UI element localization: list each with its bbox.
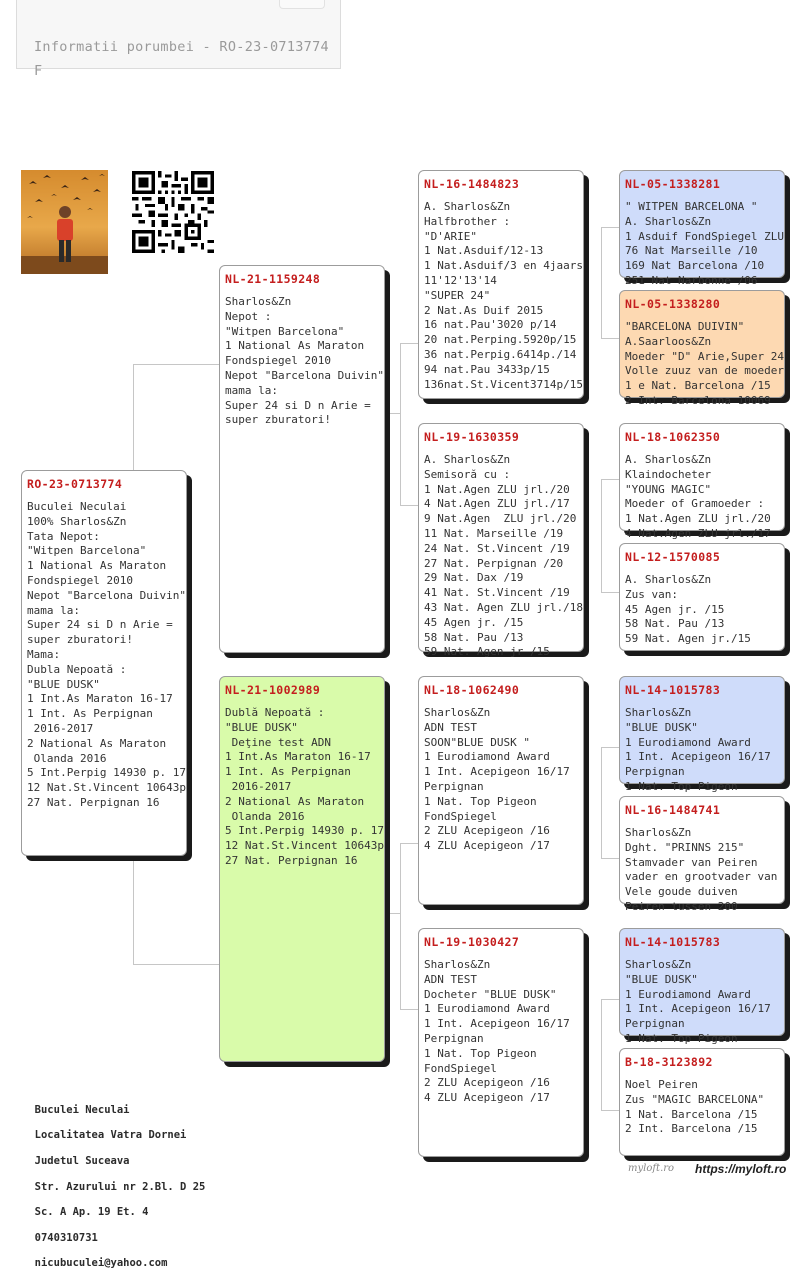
pigeon-info-line: "Witpen Barcelona" (27, 544, 147, 558)
card-dsd[interactable] (619, 796, 785, 913)
pigeon-ring-id[interactable]: NL-12-1570085 (625, 550, 721, 564)
connector-sire-sd (400, 505, 418, 506)
pigeon-info-line: 1 Int.As Maraton 16-17 (225, 750, 371, 764)
connector-dd-b (601, 1110, 619, 1111)
pigeon-info-line: 2 ZLU Acepigeon /16 (424, 824, 550, 838)
connector-ss-b (601, 338, 619, 339)
pigeon-info-line: 1 National As Maraton (225, 339, 365, 353)
card-dss[interactable] (619, 676, 785, 793)
pigeon-info-line: Super 24 si D n Arie = (27, 618, 173, 632)
pigeon-info-line: 1 Nat. Top Pigeon (625, 779, 738, 793)
pigeon-info-line: Fondspiegel 2010 (225, 354, 331, 368)
pigeon-info-line: Vele goude duiven (625, 885, 738, 899)
pigeon-info-line: Deţine test ADN (225, 735, 331, 749)
pigeon-info-line: 1 Nat.Agen ZLU jrl./20 (424, 482, 570, 496)
pigeon-info-line: Perpignan (424, 1031, 484, 1045)
pigeon-info-line: 1 Eurodiamond Award (424, 750, 550, 764)
pigeon-info-line: Sharlos&Zn (225, 295, 292, 308)
pigeon-info-line: Zus van: (625, 587, 678, 601)
pigeon-info-line: Tata Nepot: (27, 529, 100, 543)
pigeon-info-line: 24 Nat. St.Vincent /19 (424, 541, 570, 555)
pigeon-info-line: 2 Int. Barcelona 10069 (625, 393, 771, 407)
pigeon-info-line: Moeder of Gramoeder : (625, 497, 765, 511)
pigeon-ring-id[interactable]: B-18-3123892 (625, 1055, 713, 1069)
connector-ss (601, 227, 602, 339)
pigeon-info-line: Buculei Neculai (27, 500, 127, 513)
pigeon-info-line: Super 24 si D n Arie = (225, 398, 371, 412)
pigeon-info-line: 1 Nat. Top Pigeon (424, 1046, 537, 1060)
connector-subject-dam (133, 964, 219, 965)
connector-sire-stub (385, 413, 401, 414)
pigeon-info-line: 1 Nat. Barcelona /15 (625, 1107, 758, 1121)
pigeon-ring-id[interactable]: NL-14-1015783 (625, 935, 721, 949)
connector-sd-a (601, 479, 619, 480)
pigeon-info-line: "YOUNG MAGIC" (625, 482, 712, 496)
pigeon-info-line: 41 Nat. St.Vincent /19 (424, 586, 570, 600)
card-ds[interactable] (418, 676, 584, 905)
pigeon-info-line: Peiren tussen 200 (625, 899, 738, 913)
pigeon-info-line: 12 Nat.St.Vincent 10643p (225, 839, 384, 853)
pigeon-info-line: SOON"BLUE DUSK " (424, 735, 530, 749)
pigeon-info-line: Klaindocheter (625, 467, 712, 481)
owner-line: nicubuculei@yahoo.com (34, 1257, 168, 1270)
connector-ds (601, 747, 602, 859)
pigeon-info-line: 1 Int. Acepigeon 16/17 (625, 750, 771, 764)
pigeon-info-line: Noel Peiren (625, 1078, 698, 1091)
pigeon-info-line: Sharlos&Zn (424, 958, 491, 971)
card-ddd[interactable] (619, 1048, 785, 1156)
pigeon-info-line: Nepot : (225, 309, 272, 323)
pigeon-info-line: Olanda 2016 (225, 809, 305, 823)
pigeon-info-line: Dubla Nepoată : (27, 662, 127, 676)
card-dds[interactable] (619, 928, 785, 1045)
pigeon-ring-id[interactable]: NL-18-1062490 (424, 683, 520, 697)
pigeon-info-line: 1 Int. As Perpignan (27, 707, 153, 721)
card-dam[interactable] (219, 676, 385, 1062)
pigeon-ring-id[interactable]: NL-16-1484823 (424, 177, 520, 191)
pigeon-info-line: 1 Nat.Agen ZLU jrl./20 (625, 512, 771, 526)
pigeon-info-line: Perpignan (625, 765, 685, 779)
pigeon-info-line: Zus "MAGIC BARCELONA" (625, 1092, 765, 1106)
pigeon-info-line: 94 nat.Pau 3433p/15 (424, 362, 550, 376)
pigeon-info-line: Sharlos&Zn (625, 958, 692, 971)
connector-dam (400, 843, 401, 1009)
pigeon-info-line: 2 National As Maraton (27, 736, 167, 750)
pigeon-info-line: ADN TEST (424, 720, 477, 734)
pigeon-info-line: Stamvader van Peiren (625, 855, 758, 869)
connector-ds-a (601, 747, 619, 748)
info-dialog (16, 0, 341, 79)
myloft-logo: myloft.ro (628, 1163, 675, 1174)
pigeon-info-line: FondSpiegel (424, 1061, 497, 1075)
pigeon-ring-id[interactable]: NL-05-1338280 (625, 297, 721, 311)
connector-sire-ss (400, 343, 418, 344)
pigeon-info-line: 4 ZLU Acepigeon /17 (424, 1091, 550, 1105)
pigeon-info-line: Perpignan (424, 779, 484, 793)
pigeon-info-line: "BLUE DUSK" (225, 720, 298, 734)
pigeon-info-line: Dublă Nepoată : (225, 706, 325, 719)
pigeon-info-line: 100% Sharlos&Zn (27, 514, 127, 528)
connector-sd (601, 479, 602, 593)
pigeon-info-line: 1 Int.As Maraton 16-17 (27, 692, 173, 706)
card-sd[interactable] (418, 423, 584, 659)
pigeon-info-line: 45 Agen jr. /15 (424, 615, 524, 629)
pigeon-ring-id[interactable]: NL-21-1159248 (225, 272, 321, 286)
pigeon-info-line: "D'ARIE" (424, 229, 477, 243)
card-sdd[interactable] (619, 543, 785, 651)
pigeon-info-line: Sharlos&Zn (625, 826, 692, 839)
pigeon-info-line: 2 Int. Barcelona /15 (625, 1122, 758, 1136)
pigeon-info-line: ADN TEST (424, 972, 477, 986)
pigeon-info-line: 1 Int. Acepigeon 16/17 (625, 1002, 771, 1016)
pigeon-ring-id[interactable]: RO-23-0713774 (27, 477, 123, 491)
pigeon-ring-id[interactable]: NL-05-1338281 (625, 177, 721, 191)
card-ss[interactable] (418, 170, 584, 399)
pigeon-info-line: 136nat.St.Vicent3714p/15 (424, 377, 583, 391)
pigeon-info-line: vader en grootvader van (625, 870, 778, 884)
pigeon-photo (21, 170, 108, 274)
card-dd[interactable] (418, 928, 584, 1157)
pigeon-info-line: 11 Nat. Marseille /19 (424, 526, 564, 540)
connector-dam-dd (400, 1009, 418, 1010)
pigeon-info-line: Sharlos&Zn (424, 706, 491, 719)
pigeon-info-line: A. Sharlos&Zn (424, 200, 511, 213)
pigeon-info-line: super zburatori! (27, 633, 133, 647)
pigeon-info-line: 58 Nat. Pau /13 (424, 630, 524, 644)
pigeon-info-line: 9 Nat.Agen ZLU jrl./20 (424, 512, 577, 526)
pigeon-info-line: 5 Int.Perpig 14930 p. 17 (27, 766, 186, 780)
pigeon-info-line: 29 Nat. Dax /19 (424, 571, 524, 585)
pigeon-info-line: "BLUE DUSK" (27, 677, 100, 691)
pigeon-info-line: 1 Eurodiamond Award (625, 987, 751, 1001)
pigeon-info-line: mama la: (27, 603, 80, 617)
pigeon-info-line: 2016-2017 (225, 779, 292, 793)
owner-line: Judetul Suceava (34, 1154, 130, 1167)
pigeon-info-line: 1 Nat. Top Pigeon (625, 1031, 738, 1045)
pigeon-info-line: Nepot "Barcelona Duivin" (225, 368, 384, 382)
pigeon-info-line: "BLUE DUSK" (625, 720, 698, 734)
pigeon-info-line: A. Sharlos&Zn (625, 573, 712, 586)
pigeon-info-line: 2 ZLU Acepigeon /16 (424, 1076, 550, 1090)
pigeon-ring-id[interactable]: NL-18-1062350 (625, 430, 721, 444)
pigeon-info-line: mama la: (225, 383, 278, 397)
pigeon-info-line: super zburatori! (225, 413, 331, 427)
pigeon-info-line: 1 Eurodiamond Award (424, 1002, 550, 1016)
pigeon-info-line: 20 nat.Perping.5920p/15 (424, 333, 577, 347)
pigeon-info-line: 1 Int. Acepigeon 16/17 (424, 1017, 570, 1031)
owner-line: Localitatea Vatra Dornei (34, 1129, 187, 1142)
pigeon-info-line: Moeder "D" Arie,Super 24 (625, 349, 784, 363)
pigeon-info-line: Perpignan (625, 1017, 685, 1031)
card-ssd[interactable] (619, 290, 785, 407)
pigeon-info-line: A. Sharlos&Zn (424, 453, 511, 466)
pigeon-info-line: 251 Nat Narbonne /06 (625, 273, 758, 287)
pigeon-info-line: "BLUE DUSK" (625, 972, 698, 986)
connector-dd-a (601, 999, 619, 1000)
dialog-close-button[interactable] (279, 0, 325, 9)
pigeon-info-line: 58 Nat. Pau /13 (625, 617, 725, 631)
card-sss[interactable] (619, 170, 785, 287)
dialog-title: Informatii porumbei - RO-23-0713774 F (34, 39, 329, 79)
pigeon-info-line: 27 Nat. Perpignan /20 (424, 556, 564, 570)
pigeon-info-line: Fondspiegel 2010 (27, 573, 133, 587)
pigeon-info-line: 43 Nat. Agen ZLU jrl./18 (424, 600, 583, 614)
pigeon-info-line: A. Sharlos&Zn (625, 453, 712, 466)
pigeon-info-line: 59 Nat. Agen jr./15 (625, 632, 751, 646)
pigeon-info-line: 5 Int.Perpig 14930 p. 17 (225, 824, 384, 838)
pigeon-info-line: 1 Nat. Top Pigeon (424, 794, 537, 808)
pigeon-info-line: 4 Nat.Agen ZLU jrl./17 (625, 526, 771, 540)
pigeon-info-line: 2016-2017 (27, 721, 94, 735)
pigeon-info-line: 169 Nat Barcelona /10 (625, 259, 765, 273)
pigeon-info-line: 16 nat.Pau'3020 p/14 (424, 318, 557, 332)
connector-dam-stub (385, 913, 401, 914)
myloft-link[interactable]: https://myloft.ro (695, 1162, 787, 1176)
pigeon-info-line: 27 Nat. Perpignan 16 (225, 853, 358, 867)
owner-line: Str. Azurului nr 2.Bl. D 25 (34, 1180, 206, 1193)
pigeon-info-line: "SUPER 24" (424, 288, 491, 302)
pigeon-info-line: 1 Eurodiamond Award (625, 735, 751, 749)
pigeon-info-line: "BARCELONA DUIVIN" (625, 320, 745, 333)
pigeon-info-line: 36 nat.Perpig.6414p./14 (424, 347, 577, 361)
pigeon-info-line: 45 Agen jr. /15 (625, 602, 725, 616)
pigeon-info-line: Mama: (27, 647, 61, 661)
pigeon-info-line: 1 Int. Acepigeon 16/17 (424, 765, 570, 779)
connector-dd (601, 999, 602, 1111)
pigeon-ring-id[interactable]: NL-21-1002989 (225, 683, 321, 697)
owner-line: Buculei Neculai (34, 1103, 130, 1116)
pigeon-info-line: Olanda 2016 (27, 751, 107, 765)
pigeon-info-line: A.Saarloos&Zn (625, 334, 712, 348)
pigeon-info-line: 27 Nat. Perpignan 16 (27, 795, 160, 809)
pigeon-info-line: Semisoră cu : (424, 467, 511, 481)
connector-sd-b (601, 592, 619, 593)
connector-subject-sire (133, 364, 219, 365)
pigeon-info-line: 59 Nat. Agen jr /15 (424, 645, 550, 659)
card-sire[interactable] (219, 265, 385, 653)
connector-ss-a (601, 227, 619, 228)
pigeon-info-line: Volle zuuz van de moeder (625, 364, 784, 378)
pigeon-info-line: " WITPEN BARCELONA " (625, 200, 758, 213)
card-subject[interactable] (21, 470, 187, 856)
pigeon-ring-id[interactable]: NL-19-1630359 (424, 430, 520, 444)
pigeon-info-line: 76 Nat Marseille /10 (625, 244, 758, 258)
pigeon-ring-id[interactable]: NL-16-1484741 (625, 803, 721, 817)
pigeon-info-line: 11'12'13'14 (424, 273, 497, 287)
pigeon-info-line: 2 Nat.As Duif 2015 (424, 303, 544, 317)
pigeon-ring-id[interactable]: NL-19-1030427 (424, 935, 520, 949)
pigeon-info-line: A. Sharlos&Zn (625, 214, 712, 228)
owner-line: Sc. A Ap. 19 Et. 4 (34, 1206, 149, 1219)
pigeon-info-line: Halfbrother : (424, 214, 511, 228)
pigeon-info-line: Docheter "BLUE DUSK" (424, 987, 557, 1001)
pigeon-info-line: 1 Nat.Asduif/3 en 4jaars (424, 259, 583, 273)
owner-info (22, 1091, 205, 1270)
pigeon-info-line: Sharlos&Zn (625, 706, 692, 719)
card-sds[interactable] (619, 423, 785, 540)
connector-dam-ds (400, 843, 418, 844)
pigeon-info-line: 4 ZLU Acepigeon /17 (424, 839, 550, 853)
pigeon-info-line: Nepot "Barcelona Duivin" (27, 588, 186, 602)
pigeon-info-line: 1 Nat.Asduif/12-13 (424, 244, 544, 258)
qr-code (132, 171, 214, 253)
pigeon-info-line: 12 Nat.St.Vincent 10643p (27, 781, 186, 795)
owner-line: 0740310731 (34, 1231, 98, 1244)
connector-sire (400, 343, 401, 505)
pigeon-info-line: 1 e Nat. Barcelona /15 (625, 379, 771, 393)
pigeon-info-line: 1 Asduif FondSpiegel ZLU (625, 229, 784, 243)
pigeon-ring-id[interactable]: NL-14-1015783 (625, 683, 721, 697)
pigeon-info-line: "Witpen Barcelona" (225, 324, 345, 338)
pigeon-info-line: Dght. "PRINNS 215" (625, 840, 745, 854)
connector-ds-b (601, 858, 619, 859)
pigeon-info-line: FondSpiegel (424, 809, 497, 823)
pigeon-info-line: 1 Int. As Perpignan (225, 765, 351, 779)
pigeon-info-line: 2 National As Maraton (225, 794, 365, 808)
pigeon-info-line: 1 National As Maraton (27, 559, 167, 573)
pigeon-info-line: 4 Nat.Agen ZLU jrl./17 (424, 497, 570, 511)
